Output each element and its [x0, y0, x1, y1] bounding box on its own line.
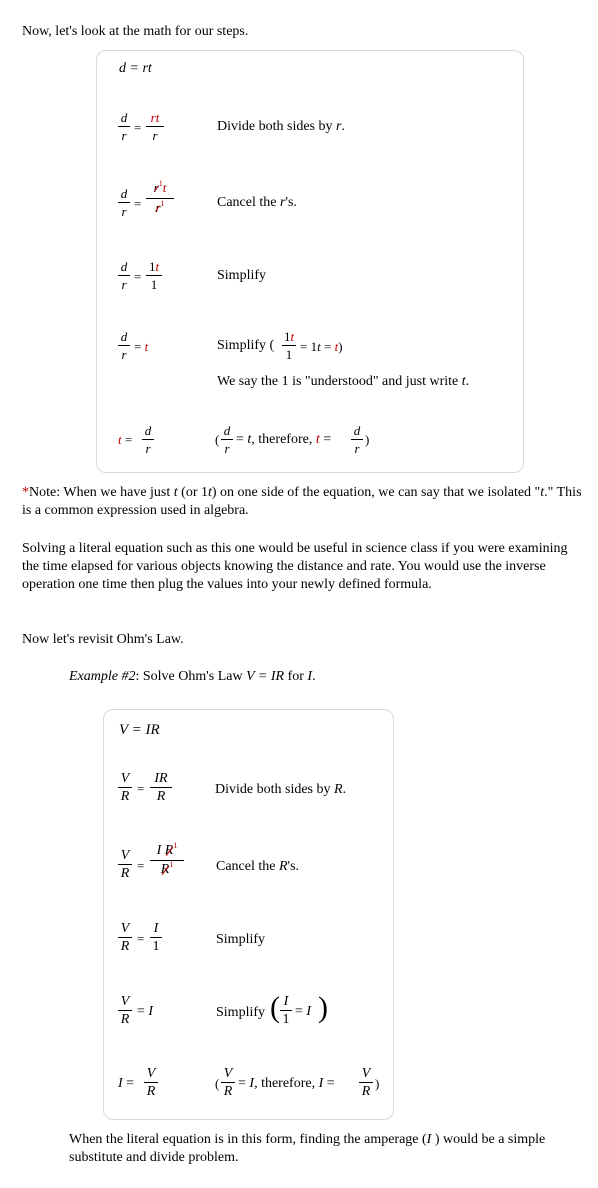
equals-i: = I — [295, 1004, 312, 1019]
fraction-d-over-r: d r — [118, 110, 130, 143]
final-paragraph: When the literal equation is in this form, finding the amperage (I ) would be a simple substitute and divide problem. — [69, 1132, 546, 1165]
box2-step5-therefore: = I, therefore, I = — [238, 1076, 335, 1091]
fraction-v-over-r: V R — [118, 921, 132, 954]
fraction-d-over-r: d r — [118, 259, 130, 292]
equals-sign: = — [137, 858, 145, 873]
i-equals: I = — [118, 1076, 135, 1091]
step3-description: Simplify — [217, 268, 267, 283]
open-paren: ( — [215, 1076, 220, 1091]
box2-step3-description: Simplify — [216, 932, 266, 947]
equals-t: = t — [134, 339, 149, 354]
fraction-v-over-r: V R — [144, 1066, 158, 1099]
fraction-d-over-r: d r — [221, 423, 233, 456]
paragraph-ohms-law: Now let's revisit Ohm's Law. — [22, 632, 184, 647]
step1-description: Divide both sides by r. — [217, 119, 345, 134]
fraction-d-over-r: d r — [118, 186, 130, 219]
fraction-1t-over-1: 1t 1 — [146, 259, 162, 292]
fraction-cancelled-r: $r^1t$ $r^1$ — [146, 180, 174, 217]
equals-i: = I — [137, 1004, 154, 1019]
step5-therefore: = t, therefore, t = — [236, 432, 332, 447]
close-paren: ) — [318, 991, 328, 1024]
equation-v-ir: V = IR — [119, 722, 160, 738]
box2-step2-description: Cancel the R's. — [216, 859, 300, 874]
equals-1t-equals-t: = 1t = t) — [300, 339, 343, 354]
fraction-v-over-r: V R — [118, 994, 132, 1027]
fraction-v-over-r: V R — [118, 848, 132, 881]
fraction-v-over-r: V R — [359, 1066, 373, 1099]
equals-sign: = — [137, 781, 145, 796]
step4-description: Simplify ( — [217, 338, 275, 353]
close-paren: ) — [375, 1076, 380, 1091]
equals-sign: = — [134, 269, 142, 284]
open-paren: ( — [215, 432, 220, 447]
equals-sign: = — [134, 196, 142, 211]
close-paren: ) — [365, 432, 370, 447]
steps-box-2 — [103, 709, 394, 1120]
fraction-v-over-r: V R — [221, 1066, 235, 1099]
fraction-rt-over-r: rt r — [146, 110, 164, 143]
example-2-heading: Example #2: Solve Ohm's Law V = IR for I. — [69, 669, 316, 684]
paragraph-science: Solving a literal equation such as this one would be useful in science class if you were examining the time elapsed for various objects knowing the distance and rate. You would use the inverse operation one time then plug the values into your newly defined formula. — [22, 541, 568, 592]
fraction-d-over-r: d r — [118, 329, 130, 362]
fraction-1t-over-1: 1t 1 — [283, 329, 295, 362]
step4-note: We say the 1 is "understood" and just write t. — [217, 374, 470, 389]
t-equals: t = — [118, 432, 133, 447]
fraction-ir-over-r: IR R — [150, 771, 172, 804]
fraction-i-over-1: I 1 — [280, 994, 292, 1027]
intro-text: Now, let's look at the math for our steps. — [22, 24, 249, 39]
open-paren: ( — [270, 991, 280, 1024]
box2-step1-description: Divide both sides by R. — [215, 782, 347, 797]
fraction-d-over-r: d r — [351, 423, 363, 456]
note-text: *Note: When we have just t (or 1t) on one side of the equation, we can say that we isolated "t." This is a common expression used in algebra. — [22, 485, 582, 518]
fraction-i-over-1: I 1 — [150, 921, 162, 954]
fraction-v-over-r: V R — [118, 771, 132, 804]
step2-description: Cancel the r's. — [217, 195, 297, 210]
fraction-cancelled-R: I $R^1$ $R^1$ — [150, 843, 184, 878]
equals-sign: = — [134, 120, 142, 135]
fraction-d-over-r: d r — [142, 423, 154, 456]
equation-d-rt: d = rt — [119, 61, 152, 76]
box2-step4-description: Simplify — [216, 1005, 266, 1020]
equals-sign: = — [137, 931, 145, 946]
